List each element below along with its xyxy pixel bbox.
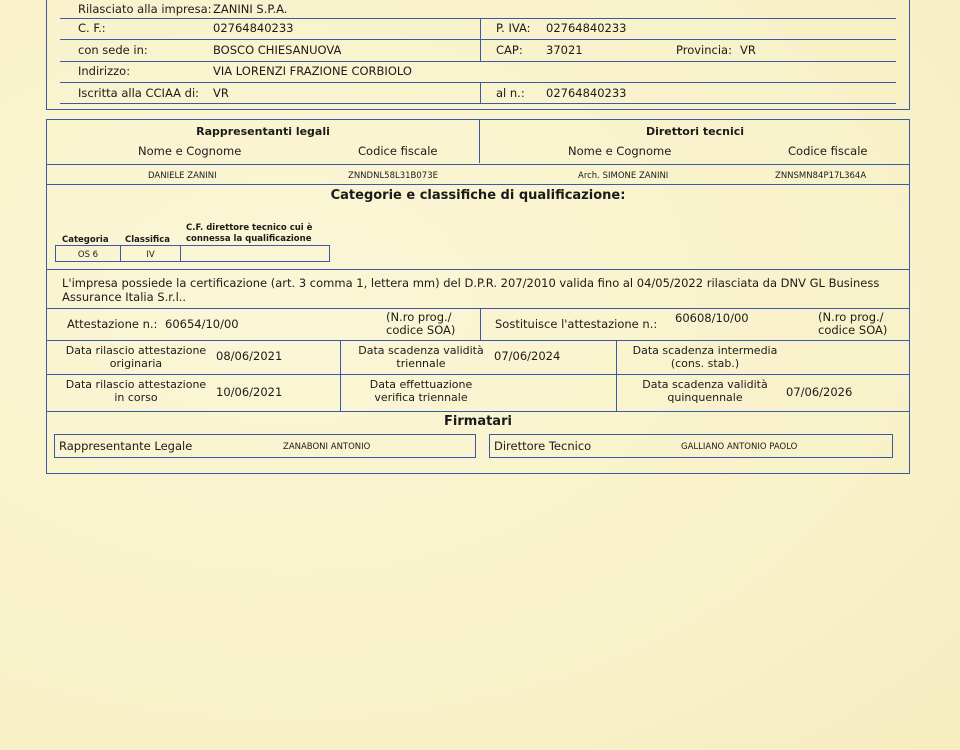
firmatari-title: Firmatari — [444, 414, 512, 429]
categorie-col-categoria: Categoria — [62, 235, 109, 245]
sede-label: con sede in: — [78, 43, 148, 57]
rilasciato-label: Rilasciato alla impresa: — [78, 2, 212, 16]
direttore-cf: ZNNSMN84P17L364A — [775, 171, 867, 181]
sede-value: BOSCO CHIESANUOVA — [213, 43, 342, 57]
divider — [47, 308, 909, 309]
divider — [47, 164, 909, 165]
direttori-col-cf: Codice fiscale — [788, 144, 868, 158]
firmatario-dir-value: GALLIANO ANTONIO PAOLO — [681, 442, 798, 452]
rilascio-corso-line1: Data rilascio attestazione — [65, 378, 207, 391]
divider — [47, 374, 909, 375]
scad-quin-line2: quinquennale — [667, 391, 743, 404]
rappresentanti-title: Rappresentanti legali — [196, 125, 330, 138]
scad-trien-value: 07/06/2024 — [494, 349, 561, 363]
classifica-value: IV — [146, 250, 155, 260]
direttore-nome: Arch. SIMONE ZANINI — [578, 171, 669, 181]
scad-inter-line2: (cons. stab.) — [670, 357, 740, 370]
piva-label: P. IVA: — [496, 21, 531, 35]
rilascio-orig-line1: Data rilascio attestazione — [65, 344, 207, 357]
verifica-line2: verifica triennale — [374, 391, 468, 404]
attestazione-value: 60654/10/00 — [165, 317, 239, 331]
indirizzo-value: VIA LORENZI FRAZIONE CORBIOLO — [213, 64, 412, 78]
rilascio-orig-line2: originaria — [109, 357, 163, 370]
direttori-title: Direttori tecnici — [645, 125, 745, 138]
sostituisce-value: 60608/10/00 — [675, 311, 749, 325]
divider — [480, 82, 481, 103]
divider — [340, 341, 341, 411]
cciaa-label: Iscritta alla CCIAA di: — [78, 86, 200, 100]
piva-value: 02764840233 — [546, 21, 627, 35]
cap-label: CAP: — [496, 43, 523, 57]
sostituisce-label: Sostituisce l'attestazione n.: — [495, 317, 658, 331]
rappresentanti-col-cf: Codice fiscale — [358, 144, 438, 158]
divider — [60, 18, 896, 19]
provincia-value: VR — [740, 43, 756, 57]
aln-label: al n.: — [496, 86, 525, 100]
scad-inter-line1: Data scadenza intermedia — [632, 344, 778, 357]
verifica-line1: Data effettuazione — [369, 378, 473, 391]
scad-quin-value: 07/06/2026 — [786, 385, 853, 399]
firmatario-rapp-value: ZANABONI ANTONIO — [283, 442, 371, 452]
rappresentante-nome: DANIELE ZANINI — [148, 171, 217, 181]
categorie-col-cf-line2: connessa la qualificazione — [186, 234, 312, 244]
divider — [60, 103, 896, 104]
categorie-title: Categorie e classifiche di qualificazione: — [330, 188, 626, 203]
aln-value: 02764840233 — [546, 86, 627, 100]
cciaa-value: VR — [213, 86, 229, 100]
divider — [60, 61, 896, 62]
scad-trien-line1: Data scadenza validità — [358, 344, 484, 357]
categorie-col-cf-line1: C.F. direttore tecnico cui è — [186, 223, 313, 233]
divider — [47, 184, 909, 185]
scad-quin-line1: Data scadenza validità — [642, 378, 768, 391]
divider — [60, 82, 896, 83]
cf-value: 02764840233 — [213, 21, 294, 35]
divider — [47, 340, 909, 341]
firmatario-dir-label: Direttore Tecnico — [494, 439, 592, 453]
divider — [480, 309, 481, 340]
rilascio-corso-value: 10/06/2021 — [216, 385, 283, 399]
certificazione-line1: L'impresa possiede la certificazione (art. 3 comma 1, lettera mm) del D.P.R. 207/2010 valida fino al 04/05/2022 rilasciata da DNV GL Business — [62, 276, 880, 290]
scad-trien-line2: triennale — [396, 357, 446, 370]
provincia-label: Provincia: — [676, 43, 732, 57]
indirizzo-label: Indirizzo: — [78, 64, 131, 78]
certificazione-line2: Assurance Italia S.r.l.. — [62, 290, 187, 304]
divider — [47, 411, 909, 412]
firmatario-rapp-label: Rappresentante Legale — [59, 439, 193, 453]
divider — [47, 269, 909, 270]
categoria-value: OS 6 — [77, 250, 99, 260]
rilascio-orig-value: 08/06/2021 — [216, 349, 283, 363]
nro-label-2-line1: (N.ro prog./ — [818, 310, 884, 324]
rilascio-corso-line2: in corso — [114, 391, 158, 404]
divider — [180, 245, 181, 262]
nro-label-2-line2: codice SOA) — [818, 323, 888, 337]
rilasciato-value: ZANINI S.P.A. — [213, 2, 288, 16]
cf-label: C. F.: — [78, 21, 106, 35]
divider — [480, 18, 481, 61]
nro-label-1-line2: codice SOA) — [386, 323, 456, 337]
divider — [616, 341, 617, 411]
rappresentanti-col-nome: Nome e Cognome — [138, 144, 242, 158]
rappresentante-cf: ZNNDNL58L31B073E — [348, 171, 438, 181]
attestazione-label: Attestazione n.: — [67, 317, 158, 331]
direttori-col-nome: Nome e Cognome — [568, 144, 672, 158]
nro-label-1-line1: (N.ro prog./ — [386, 310, 452, 324]
divider — [60, 39, 896, 40]
cap-value: 37021 — [546, 43, 583, 57]
categorie-col-classifica: Classifica — [125, 235, 170, 245]
